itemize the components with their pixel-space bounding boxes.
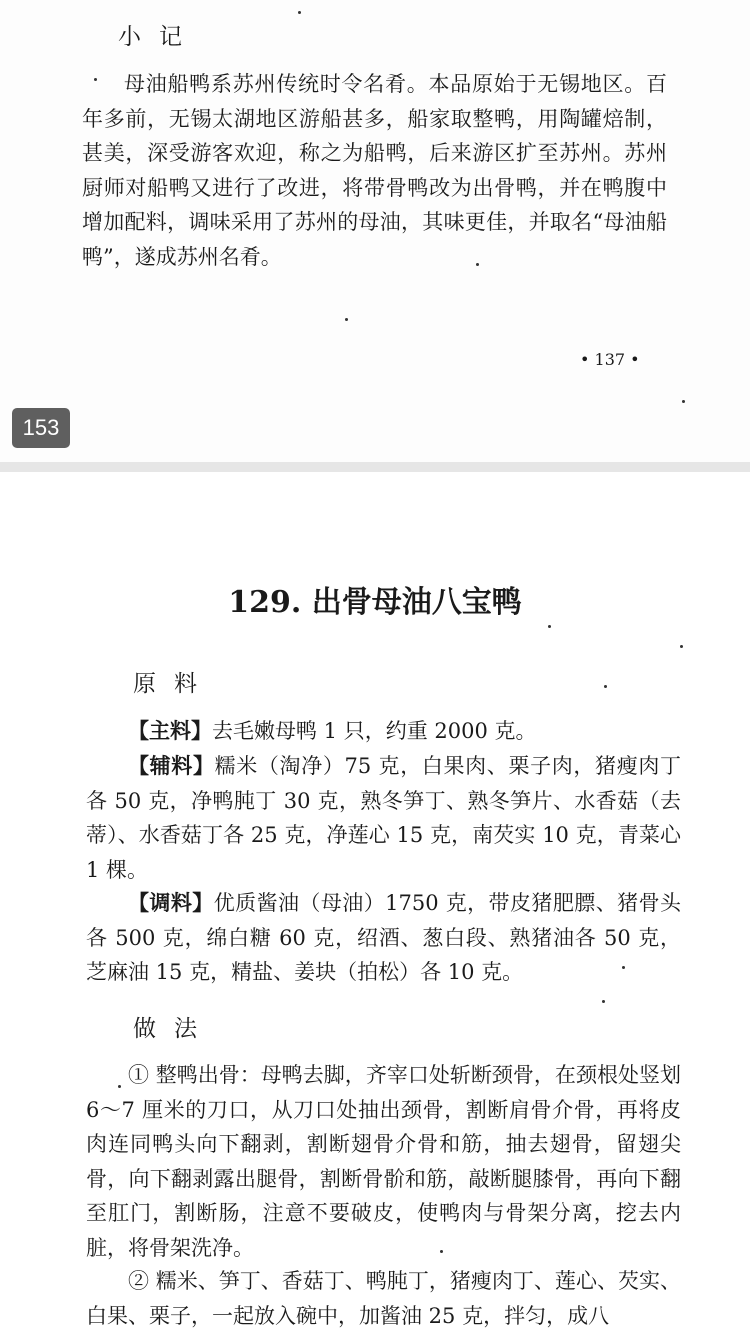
aux-text: 糯米（淘净）75 克，白果肉、栗子肉，猪瘦肉丁各 50 克，净鸭肫丁 30 克，熟冬笋丁、熟冬笋片、水香菇（去蒂）、水香菇丁各 25 克，净莲心 15 克，南芡实 10 克，青菜心 1 棵。 bbox=[86, 754, 681, 882]
main-text: 去毛嫩母鸭 1 只，约重 2000 克。 bbox=[212, 719, 537, 743]
scan-speck bbox=[476, 263, 479, 266]
aux-ingredients bbox=[86, 749, 681, 887]
scan-speck bbox=[548, 625, 551, 628]
note-paragraph: 母油船鸭系苏州传统时令名肴。本品原始于无锡地区。百年多前，无锡太湖地区游船甚多，船家取整鸭，用陶罐焙制，甚美，深受游客欢迎，称之为船鸭，后来游区扩至苏州。苏州厨师对船鸭又进行了改进，将带骨鸭改为出骨鸭，并在鸭腹中增加配料，调味采用了苏州的母油，其味更佳，并取名“母油船鸭”，遂成苏州名肴。 bbox=[82, 72, 667, 269]
page-badge: 153 bbox=[12, 408, 70, 448]
method-heading: 做法 bbox=[133, 1016, 215, 1042]
scan-speck bbox=[680, 645, 683, 648]
ingredients-heading: 原料 bbox=[133, 671, 215, 697]
note-heading: 小记 bbox=[118, 24, 200, 50]
step-1: ① 整鸭出骨：母鸭去脚，齐宰口处斩断颈骨，在颈根处竖划 6～7 厘米的刀口，从刀口处抽出颈骨，割断肩骨介骨，再将皮肉连同鸭头向下翻剥，割断翅骨介骨和筋，抽去翅骨，留翅尖骨，向下翻剥露出腿骨，割断骨骱和筋，敲断腿膝骨，再向下翻至肛门，割断肠，注意不要破皮，使鸭肉与骨架分离，挖去内脏，将骨架洗净。 bbox=[86, 1063, 681, 1260]
step-2: ② 糯米、笋丁、香菇丁、鸭肫丁，猪瘦肉丁、莲心、芡实、白果、栗子，一起放入碗中，加酱油 25 克，拌匀，成八 bbox=[86, 1269, 681, 1328]
recipe-title: 129. 出骨母油八宝鸭 bbox=[228, 585, 522, 620]
scan-speck bbox=[345, 318, 348, 321]
seasonings bbox=[86, 886, 681, 990]
scan-speck bbox=[604, 685, 607, 688]
page-separator bbox=[0, 462, 750, 472]
aux-label: 【辅料】 bbox=[128, 753, 215, 778]
scan-speck bbox=[298, 11, 301, 14]
scan-speck bbox=[682, 400, 685, 403]
scan-speck bbox=[440, 1250, 443, 1253]
main-label: 【主料】 bbox=[128, 718, 212, 743]
seasoning-text: 优质酱油（母油）1750 克，带皮猪肥膘、猪骨头各 500 克，绵白糖 60 克，绍酒、葱白段、熟猪油各 50 克，芝麻油 15 克，精盐、姜块（拍松）各 10 克。 bbox=[86, 891, 681, 984]
main-ingredients bbox=[86, 714, 681, 749]
scan-speck bbox=[622, 966, 625, 969]
page-number: • 137 • bbox=[580, 350, 640, 369]
scan-speck bbox=[94, 78, 97, 81]
seasoning-label: 【调料】 bbox=[128, 890, 214, 915]
scan-speck bbox=[602, 1000, 605, 1003]
scan-speck bbox=[118, 1085, 121, 1088]
